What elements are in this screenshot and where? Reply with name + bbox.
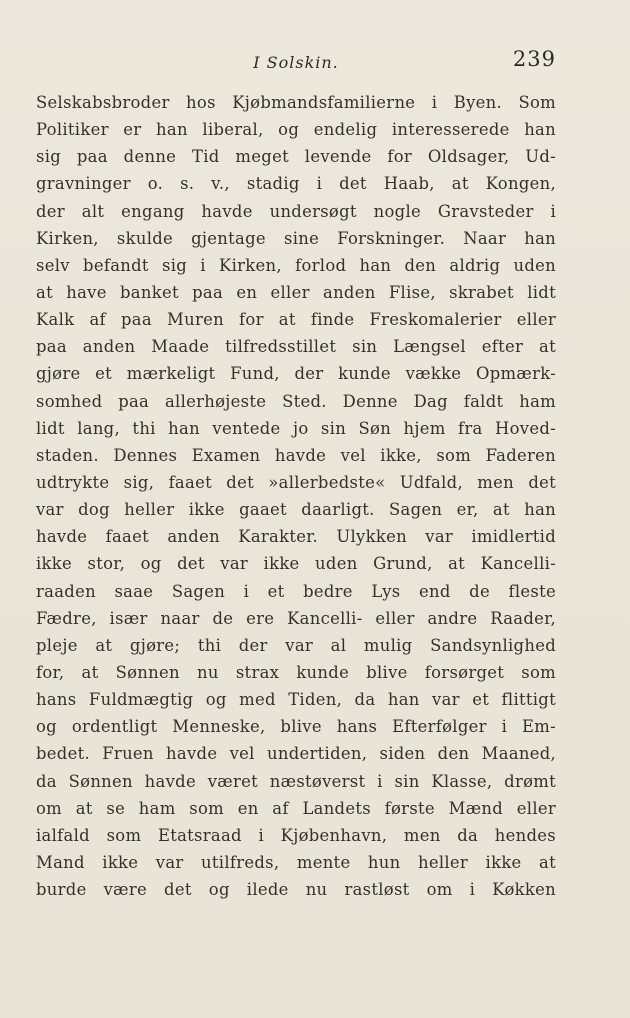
text-line: var dog heller ikke gaaet daarligt. Sagen er, at han	[36, 500, 556, 520]
text-line: Kalk af paa Muren for at finde Freskomalerier eller	[36, 310, 556, 330]
text-line: staden. Dennes Examen havde vel ikke, som Faderen	[36, 445, 556, 465]
text-line: Fædre, især naar de ere Kancelli- eller andre Raader,	[36, 608, 556, 628]
text-line: Kirken, skulde gjentage sine Forskninger. Naar han	[36, 228, 556, 248]
running-header	[36, 47, 556, 77]
text-line: somhed paa allerhøjeste Sted. Denne Dag faldt ham	[36, 391, 556, 411]
text-line: gjøre et mærkeligt Fund, der kunde vække Opmærk-	[36, 364, 556, 384]
text-line: lidt lang, thi han ventede jo sin Søn hjem fra Hoved-	[36, 418, 556, 438]
page-number: 239	[512, 47, 556, 71]
text-line: raaden saae Sagen i et bedre Lys end de fleste	[36, 581, 556, 601]
text-line: Selskabsbroder hos Kjøbmandsfamilierne i Byen. Som	[36, 93, 556, 112]
text-line: der alt engang havde undersøgt nogle Gravsteder i	[36, 201, 556, 221]
text-line: pleje at gjøre; thi der var al mulig Sandsynlighed	[36, 635, 556, 655]
text-line: ialfald som Etatsraad i Kjøbenhavn, men da hendes	[36, 825, 556, 845]
text-line: om at se ham som en af Landets første Mænd eller	[36, 798, 556, 818]
text-line: bedet. Fruen havde vel undertiden, siden den Maaned,	[36, 744, 556, 764]
text-line: ikke stor, og det var ikke uden Grund, at Kancelli-	[36, 554, 556, 574]
text-line: havde faaet anden Karakter. Ulykken var imidlertid	[36, 527, 556, 547]
text-line: burde være det og ilede nu rastløst om i Køkken	[36, 880, 556, 900]
chapter-title: I Solskin.	[253, 53, 339, 72]
text-line: paa anden Maade tilfredsstillet sin Længsel efter at	[36, 337, 556, 357]
text-line: udtrykte sig, faaet det »allerbedste« Udfald, men det	[36, 472, 556, 492]
text-line: gravninger o. s. v., stadig i det Haab, at Kongen,	[36, 174, 556, 194]
text-line: da Sønnen havde været næstøverst i sin Klasse, drømt	[36, 771, 556, 791]
body-text	[36, 89, 556, 903]
text-line: hans Fuldmægtig og med Tiden, da han var et flittigt	[36, 690, 556, 710]
text-line: at have banket paa en eller anden Flise, skrabet lidt	[36, 282, 556, 302]
text-line: Politiker er han liberal, og endelig interesserede han	[36, 120, 556, 140]
text-line: for, at Sønnen nu strax kunde blive forsørget som	[36, 662, 556, 682]
text-line: Mand ikke var utilfreds, mente hun heller ikke at	[36, 852, 556, 872]
text-line: selv befandt sig i Kirken, forlod han den aldrig uden	[36, 255, 556, 275]
text-line: sig paa denne Tid meget levende for Oldsager, Ud-	[36, 147, 556, 167]
text-line: og ordentligt Menneske, blive hans Efterfølger i Em-	[36, 717, 556, 737]
